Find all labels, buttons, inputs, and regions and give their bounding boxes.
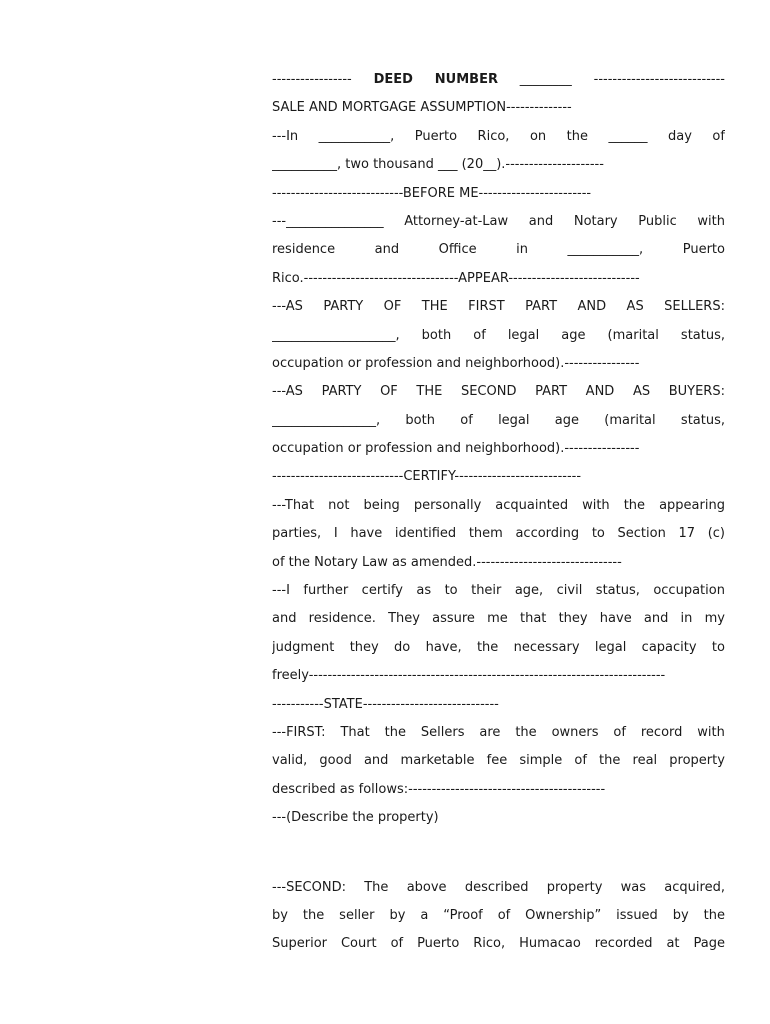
- line-19: [272, 577, 725, 605]
- word: was: [620, 879, 647, 895]
- word: SELLERS:: [664, 299, 725, 315]
- word: that: [519, 611, 547, 627]
- word: Attorney-at-Law: [404, 213, 509, 229]
- word: ---AS: [272, 384, 303, 400]
- line-13: [272, 407, 725, 435]
- word: assure: [432, 611, 475, 627]
- word: ---I: [272, 583, 290, 599]
- word: fee: [486, 753, 508, 769]
- line-6: [272, 208, 725, 236]
- word: capacity: [641, 639, 697, 655]
- word: necessary: [513, 639, 580, 655]
- word: PARTY: [323, 299, 364, 315]
- word: my: [704, 611, 725, 627]
- word: the: [566, 128, 588, 144]
- word: the: [515, 724, 537, 740]
- word: FIRST: [468, 299, 505, 315]
- line-26: [272, 776, 725, 804]
- line-4: [272, 151, 725, 179]
- word: age: [554, 412, 580, 428]
- line-28: [272, 874, 725, 902]
- word: age: [561, 327, 586, 343]
- heading-number: NUMBER: [434, 72, 498, 87]
- deed-heading: [272, 66, 725, 94]
- text: -----------STATE-----------------------------: [272, 696, 499, 712]
- word: acquainted: [495, 497, 569, 513]
- word: simple: [519, 753, 563, 769]
- word: appearing: [659, 497, 725, 513]
- word: and: [643, 611, 669, 627]
- word: (marital: [604, 412, 656, 428]
- word: ---FIRST:: [272, 724, 326, 740]
- word: by: [272, 907, 288, 923]
- heading-tail: ----------------------------: [593, 72, 725, 87]
- word: Superior: [272, 936, 327, 952]
- line-9: [272, 293, 725, 321]
- word: ___________,: [567, 242, 644, 258]
- word: they: [349, 639, 379, 655]
- word: seller: [339, 907, 375, 923]
- word: with: [697, 213, 725, 229]
- line-27: [272, 804, 725, 832]
- word: on: [529, 128, 547, 144]
- text: freely----------------------------------------------------------------------------: [272, 668, 666, 684]
- word: good: [319, 753, 352, 769]
- word: BUYERS:: [668, 384, 725, 400]
- word: Puerto: [414, 128, 458, 144]
- word: of: [497, 907, 511, 923]
- word: (c): [707, 526, 725, 542]
- line-25: [272, 747, 725, 775]
- word: Page: [693, 936, 725, 952]
- word: Ownership”: [525, 907, 602, 923]
- word: age,: [514, 583, 544, 599]
- word: and: [363, 753, 389, 769]
- word: residence: [272, 242, 336, 258]
- word: me: [487, 611, 508, 627]
- word: Rico,: [473, 936, 506, 952]
- word: by: [389, 907, 406, 923]
- word: as: [416, 583, 432, 599]
- word: AND: [577, 299, 607, 315]
- line-21: [272, 634, 725, 662]
- word: to: [444, 583, 458, 599]
- word: Section: [617, 526, 666, 542]
- line-18: [272, 549, 725, 577]
- word: have,: [425, 639, 462, 655]
- word: day: [667, 128, 692, 144]
- word: of: [574, 753, 587, 769]
- line-2: [272, 94, 725, 122]
- word: Humacao: [519, 936, 581, 952]
- text: ---(Describe the property): [272, 810, 439, 826]
- word: ______: [608, 128, 648, 144]
- word: record: [640, 724, 683, 740]
- word: ---In: [272, 128, 299, 144]
- word: I: [333, 526, 338, 542]
- word: of: [460, 412, 473, 428]
- word: (marital: [607, 327, 659, 343]
- heading-blank: ________: [519, 72, 572, 87]
- word: and: [272, 611, 297, 627]
- word: Rico,: [477, 128, 510, 144]
- word: parties,: [272, 526, 322, 542]
- line-29: [272, 902, 725, 930]
- word: Notary: [573, 213, 618, 229]
- word: described: [464, 879, 529, 895]
- word: in: [516, 242, 528, 258]
- text: occupation or profession and neighborhood).----------------: [272, 441, 640, 457]
- word: OF: [383, 299, 402, 315]
- word: “Proof: [443, 907, 483, 923]
- heading-lead: -----------------: [272, 72, 352, 87]
- word: ---_______________: [272, 213, 384, 229]
- word: the: [476, 639, 499, 655]
- word: That: [340, 724, 370, 740]
- word: both: [405, 412, 435, 428]
- word: acquired,: [664, 879, 725, 895]
- word: They: [388, 611, 420, 627]
- word: THE: [421, 299, 448, 315]
- line-3: [272, 123, 725, 151]
- word: identified: [394, 526, 457, 542]
- word: a: [420, 907, 429, 923]
- word: the: [703, 907, 725, 923]
- word: at: [666, 936, 680, 952]
- word: not: [328, 497, 350, 513]
- text: occupation or profession and neighborhood).----------------: [272, 355, 640, 371]
- word: marketable: [400, 753, 475, 769]
- word: ---That: [272, 497, 315, 513]
- word: to: [711, 639, 725, 655]
- word: The: [364, 879, 389, 895]
- word: with: [582, 497, 610, 513]
- word: are: [479, 724, 501, 740]
- word: ---SECOND:: [272, 879, 346, 895]
- word: occupation: [653, 583, 725, 599]
- word: OF: [380, 384, 398, 400]
- word: certify: [361, 583, 403, 599]
- word: the: [302, 907, 325, 923]
- word: their: [471, 583, 502, 599]
- word: Court: [340, 936, 377, 952]
- word: 17: [678, 526, 696, 542]
- word: PART: [535, 384, 568, 400]
- text: ----------------------------BEFORE ME------------------------: [272, 185, 592, 201]
- word: by: [672, 907, 689, 923]
- word: property: [546, 879, 603, 895]
- word: valid,: [272, 753, 308, 769]
- word: them: [468, 526, 503, 542]
- blank-space: [272, 833, 725, 874]
- word: of: [613, 724, 626, 740]
- word: above: [406, 879, 447, 895]
- word: legal: [594, 639, 627, 655]
- line-11: [272, 350, 725, 378]
- line-20: [272, 605, 725, 633]
- word: civil: [556, 583, 583, 599]
- text: described as follows:------------------------------------------: [272, 781, 606, 797]
- word: legal: [507, 327, 540, 343]
- word: ________________,: [272, 412, 381, 428]
- word: status,: [680, 412, 725, 428]
- word: recorded: [594, 936, 653, 952]
- line-16: [272, 492, 725, 520]
- text: of the Notary Law as amended.-------------------------------: [272, 554, 622, 570]
- word: do: [394, 639, 411, 655]
- word: Puerto: [682, 242, 725, 258]
- line-14: [272, 435, 725, 463]
- word: in: [680, 611, 693, 627]
- line-5: [272, 180, 725, 208]
- word: to: [591, 526, 605, 542]
- line-8: [272, 265, 725, 293]
- word: have: [599, 611, 632, 627]
- word: Puerto: [417, 936, 460, 952]
- line-30: [272, 930, 725, 958]
- line-12: [272, 378, 725, 406]
- word: of: [473, 327, 486, 343]
- word: AS: [626, 299, 644, 315]
- word: judgment: [272, 639, 335, 655]
- line-10: [272, 322, 725, 350]
- word: Sellers: [420, 724, 465, 740]
- text: ----------------------------CERTIFY---------------------------: [272, 469, 582, 485]
- line-22: [272, 662, 725, 690]
- line-17: [272, 520, 725, 548]
- word: they: [558, 611, 588, 627]
- word: status,: [680, 327, 725, 343]
- word: AS: [632, 384, 651, 400]
- word: SECOND: [460, 384, 517, 400]
- word: the: [384, 724, 406, 740]
- word: status,: [595, 583, 640, 599]
- word: owners: [551, 724, 599, 740]
- word: ---AS: [272, 299, 303, 315]
- text: Rico.---------------------------------APPEAR----------------------------: [272, 270, 640, 286]
- word: the: [599, 753, 621, 769]
- word: residence.: [308, 611, 376, 627]
- word: THE: [416, 384, 443, 400]
- word: the: [623, 497, 646, 513]
- word: both: [421, 327, 452, 343]
- line-15: [272, 463, 725, 491]
- word: of: [712, 128, 725, 144]
- word: property: [669, 753, 725, 769]
- word: with: [697, 724, 725, 740]
- word: and: [374, 242, 400, 258]
- text: __________, two thousand ___ (20__).---------------------: [272, 157, 604, 173]
- text: SALE AND MORTGAGE ASSUMPTION--------------: [272, 100, 572, 116]
- word: being: [363, 497, 400, 513]
- line-24: [272, 719, 725, 747]
- word: legal: [498, 412, 530, 428]
- word: personally: [413, 497, 482, 513]
- word: AND: [585, 384, 615, 400]
- word: ___________,: [318, 128, 395, 144]
- word: Public: [638, 213, 677, 229]
- word: and: [528, 213, 554, 229]
- deed-document: [272, 66, 725, 959]
- word: Office: [438, 242, 477, 258]
- word: PART: [525, 299, 558, 315]
- heading-deed: DEED: [373, 72, 413, 87]
- word: have: [350, 526, 383, 542]
- word: PARTY: [321, 384, 362, 400]
- word: according: [515, 526, 580, 542]
- line-23: [272, 691, 725, 719]
- word: issued: [616, 907, 658, 923]
- word: real: [632, 753, 658, 769]
- word: ___________________,: [272, 327, 400, 343]
- word: further: [303, 583, 349, 599]
- line-7: [272, 236, 725, 264]
- word: of: [390, 936, 404, 952]
